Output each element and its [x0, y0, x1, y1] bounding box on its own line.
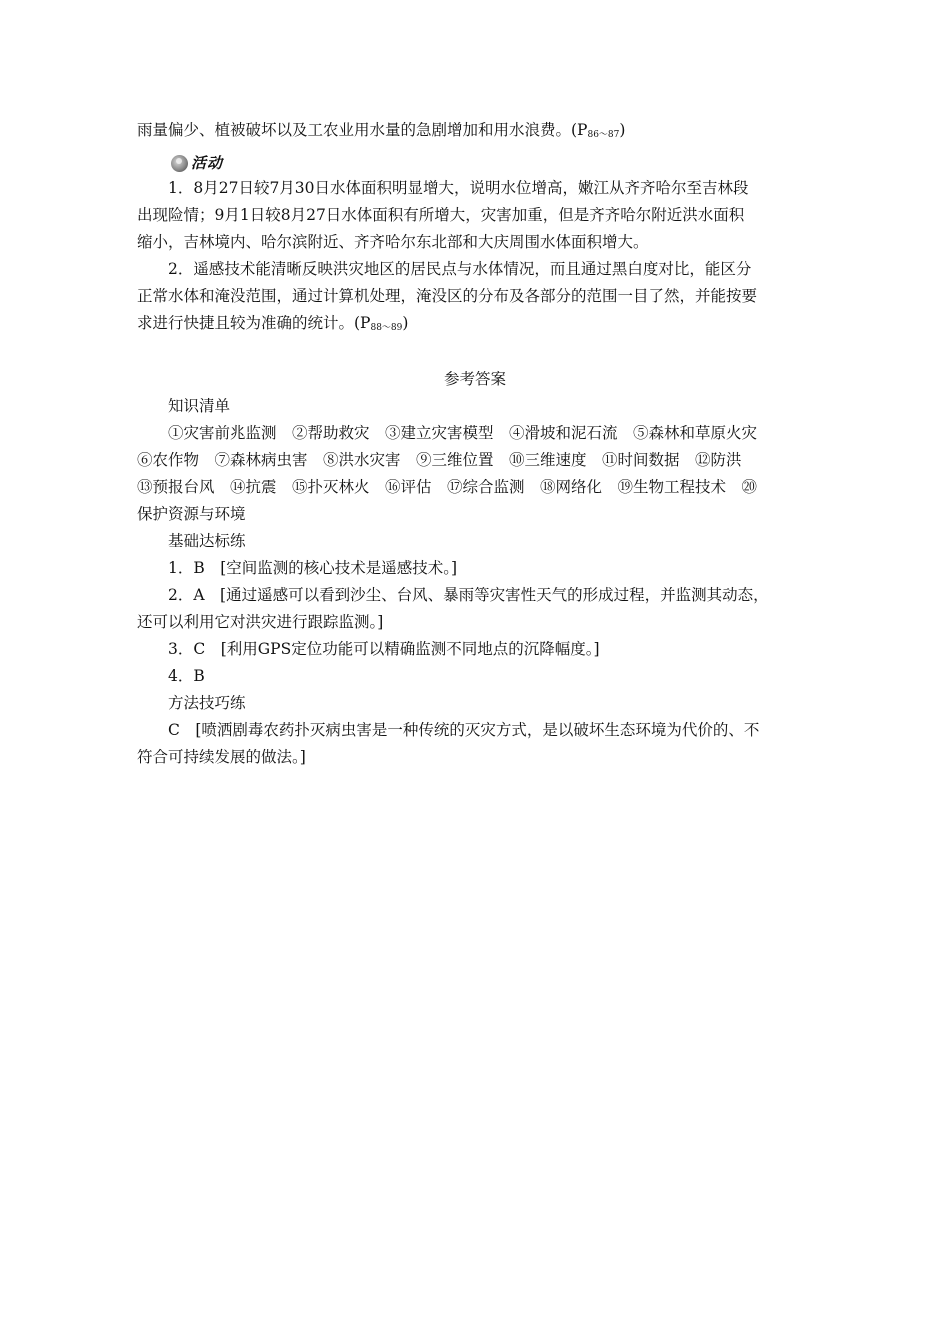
basic-answer-1: 1．B [空间监测的核心技术是遥感技术。] — [168, 559, 458, 577]
basic-answer-2-line-2: 还可以利用它对洪灾进行跟踪监测。] — [137, 613, 384, 631]
method-heading: 方法技巧练 — [168, 694, 246, 712]
intro-text: 雨量偏少、植被破坏以及工农业用水量的急剧增加和用水浪费。(P — [137, 121, 588, 139]
method-answer-line-1: C [喷洒剧毒农药扑灭病虫害是一种传统的灭灾方式，是以破坏生态环境为代价的、不 — [168, 721, 760, 739]
activity-heading — [137, 151, 813, 175]
basic-answer-3: 3．C [利用GPS定位功能可以精确监测不同地点的沉降幅度。] — [168, 640, 600, 658]
activity-item-2-line-3 — [137, 310, 813, 342]
globe-badge-icon — [171, 155, 188, 172]
activity-item-2-line-1: 2．遥感技术能清晰反映洪灾地区的居民点与水体情况，而且通过黑白度对比，能区分 — [168, 260, 752, 278]
knowledge-heading: 知识清单 — [168, 397, 231, 415]
activity-label: 活动 — [191, 153, 224, 172]
knowledge-line-2: ⑥农作物 ⑦森林病虫害 ⑧洪水灾害 ⑨三维位置 ⑩三维速度 ⑪时间数据 ⑫防洪 — [137, 451, 742, 469]
activity-item-1-line-3: 缩小，吉林境内、哈尔滨附近、齐齐哈尔东北部和大庆周围水体面积增大。 — [137, 233, 649, 251]
intro-close: ) — [619, 121, 626, 139]
document-page — [137, 117, 813, 771]
basic-answer-2-line-1: 2．A [通过遥感可以看到沙尘、台风、暴雨等灾害性天气的形成过程，并监测其动态， — [168, 586, 769, 604]
answers-title: 参考答案 — [443, 370, 506, 388]
page-reference: 88～89 — [370, 323, 403, 333]
basic-heading: 基础达标练 — [168, 532, 246, 550]
activity-item-1-line-1: 1．8月27日较7月30日水体面积明显增大，说明水位增高，嫩江从齐齐哈尔至吉林段 — [168, 179, 749, 197]
activity-item-2-line-2: 正常水体和淹没范围，通过计算机处理，淹没区的分布及各部分的范围一目了然，并能按要 — [137, 287, 758, 305]
method-answer-line-2: 符合可持续发展的做法。] — [137, 748, 306, 766]
basic-answer-4: 4．B — [168, 667, 205, 685]
knowledge-line-4: 保护资源与环境 — [137, 505, 246, 523]
intro-paragraph — [137, 117, 813, 149]
page-reference: 86～87 — [587, 130, 620, 140]
activity-item-1-line-2: 出现险情；9月1日较8月27日水体面积有所增大，灾害加重，但是齐齐哈尔附近洪水面积 — [137, 206, 745, 224]
activity-item-2-text: 求进行快捷且较为准确的统计。(P — [137, 314, 371, 332]
knowledge-line-3: ⑬预报台风 ⑭抗震 ⑮扑灭林火 ⑯评估 ⑰综合监测 ⑱网络化 ⑲生物工程技术 ⑳ — [137, 478, 758, 496]
knowledge-line-1: ①灾害前兆监测 ②帮助救灾 ③建立灾害模型 ④滑坡和泥石流 ⑤森林和草原火灾 — [168, 424, 758, 442]
activity-item-2-close: ) — [402, 314, 409, 332]
